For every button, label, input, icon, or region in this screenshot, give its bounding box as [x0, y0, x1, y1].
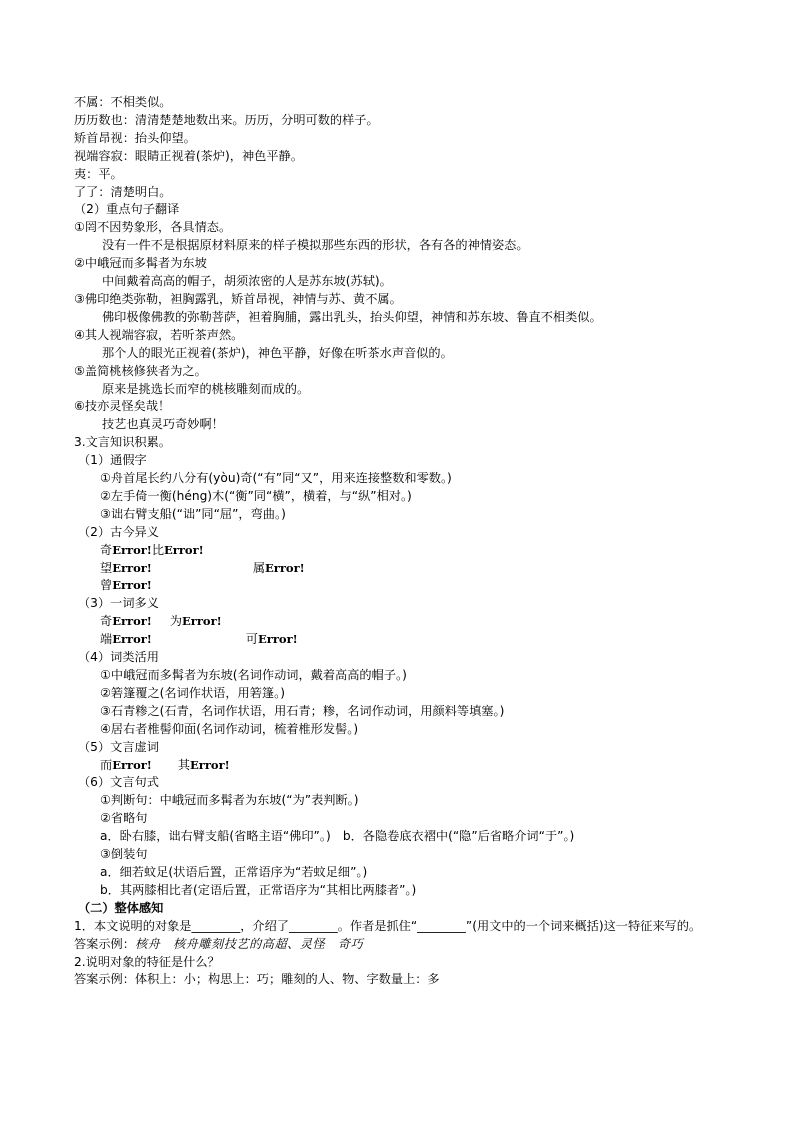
section-heading-sentences: （2）重点句子翻译: [74, 202, 180, 217]
section-heading-knowledge: 3.文言知识积累。: [74, 435, 171, 450]
jushi-item: a．细若蚊足(状语后置，正常语序为“若蚊足细”。): [100, 864, 368, 879]
xuci-row: [74, 757, 734, 775]
gujin-row: [74, 577, 734, 595]
gujin-word: 望: [100, 560, 113, 575]
gujin-row: [74, 560, 734, 578]
sentence-translation: 中间戴着高高的帽子，胡须浓密的人是苏东坡(苏轼)。: [102, 274, 392, 289]
tongjia-item: ③诎右臂支船(“诎”同“屈”，弯曲。): [100, 506, 286, 521]
error-field: Error!: [190, 757, 230, 772]
duoyi-row: [74, 631, 734, 649]
subheading-xuci: （5）文言虚词: [78, 739, 159, 754]
question-2: 2.说明对象的特征是什么？: [74, 954, 220, 969]
jushi-item: b．其两膝相比者(定语后置，正常语序为“其相比两膝者”。): [100, 882, 417, 897]
gujin-word: 属: [252, 560, 266, 575]
gujin-word: 比: [151, 542, 165, 557]
vocab-item: 历历数也：清清楚楚地数出来。历历，分明可数的样子。: [74, 112, 379, 127]
tongjia-item: ①舟首尾长约八分有(yòu)奇(“有”同“又”，用来连接整数和零数。): [100, 471, 452, 486]
gujin-word: 曾: [100, 578, 113, 593]
vocab-item: 夷：平。: [74, 166, 123, 181]
sentence-translation: 技艺也真灵巧奇妙啊！: [102, 417, 224, 432]
duoyi-word: 奇: [100, 614, 113, 629]
error-field: Error!: [258, 632, 298, 647]
sentence-source: ④其人视端容寂，若听茶声然。: [74, 327, 244, 342]
duoyi-word: 端: [100, 632, 113, 647]
answer-1: [74, 936, 734, 954]
jushi-item: a．卧右膝，诎右臂支船(省略主语“佛印”。) b．各隐卷底衣褶中(“隐”后省略介词“于”。): [100, 829, 575, 844]
sentence-source: ②中峨冠而多髯者为东坡: [74, 256, 207, 271]
sentence-source: ⑤盖简桃核修狭者为之。: [74, 363, 207, 378]
question-1: 1．本文说明的对象是________，介绍了________。作者是抓住“________”(用文中的一个词来概括)这一特征来写的。: [74, 918, 702, 933]
error-field: Error!: [112, 757, 152, 772]
subheading-huoyong: （4）词类活用: [78, 650, 159, 665]
sentence-source: ①罔不因势象形，各具情态。: [74, 220, 232, 235]
error-field: Error!: [112, 632, 152, 647]
gujin-row: [74, 542, 734, 560]
duoyi-word: 为: [169, 614, 183, 629]
jushi-item: ①判断句：中峨冠而多髯者为东坡(“为”表判断。): [100, 793, 359, 808]
subheading-duoyi: （3）一词多义: [78, 596, 159, 611]
error-field: Error!: [112, 560, 152, 575]
sentence-source: ⑥技亦灵怪矣哉！: [74, 399, 171, 414]
error-field: Error!: [182, 614, 222, 629]
tongjia-item: ②左手倚一衡(héng)木(“衡”同“横”，横着，与“纵”相对。): [100, 488, 412, 503]
duoyi-word: 可: [245, 632, 259, 647]
subheading-tongjia: （1）通假字: [78, 453, 147, 468]
part-heading-overview: （二）整体感知: [78, 900, 164, 915]
subheading-jushi: （6）文言句式: [78, 775, 159, 790]
huoyong-item: ②箬篷覆之(名词作状语，用箬篷。): [100, 685, 285, 700]
sentence-source: ③佛印绝类弥勒，袒胸露乳，矫首昂视，神情与苏、黄不属。: [74, 291, 402, 306]
sentence-translation: 没有一件不是根据原材料原来的样子模拟那些东西的形状，各有各的神情姿态。: [102, 238, 529, 253]
xuci-word: 而: [100, 757, 113, 772]
huoyong-item: ④居右者椎髻仰面(名词作动词，梳着椎形发髻。): [100, 721, 359, 736]
subheading-gujin: （2）古今异义: [78, 524, 159, 539]
error-field: Error!: [112, 614, 152, 629]
gujin-word: 奇: [100, 542, 113, 557]
sentence-translation: 那个人的眼光正视着(茶炉)，神色平静，好像在听茶水声音似的。: [102, 345, 453, 360]
vocab-item: 矫首昂视：抬头仰望。: [74, 130, 196, 145]
sentence-translation: 原来是挑选长而窄的桃核雕刻而成的。: [102, 381, 310, 396]
sentence-list: [74, 219, 734, 434]
xuci-word: 其: [177, 757, 191, 772]
answer-label: 答案示例：: [74, 936, 135, 951]
vocab-item: 了了：清楚明白。: [74, 184, 172, 199]
huoyong-item: ③石青糁之(石青，名词作状语，用石青；糁，名词作动词，用颜料等填塞。): [100, 703, 505, 718]
error-field: Error!: [112, 542, 152, 557]
huoyong-item: ①中峨冠而多髯者为东坡(名词作动词，戴着高高的帽子。): [100, 668, 407, 682]
error-field: Error!: [164, 542, 204, 557]
document-page: [74, 94, 734, 989]
answer-2: 答案示例：体积上：小；构思上：巧；雕刻的人、物、字数量上：多: [74, 972, 440, 987]
answer-text: 核舟 核舟雕刻技艺的高超、灵怪 奇巧: [134, 936, 364, 951]
error-field: Error!: [112, 578, 152, 593]
jushi-item: ②省略句: [100, 811, 148, 826]
vocab-item: 视端容寂：眼睛正视着(茶炉)，神色平静。: [74, 148, 303, 163]
duoyi-row: [74, 613, 734, 631]
vocab-list: [74, 94, 734, 201]
vocab-item: 不属：不相类似。: [74, 95, 172, 109]
sentence-translation: 佛印极像佛教的弥勒菩萨，袒着胸脯，露出乳头，抬头仰望，神情和苏东坡、鲁直不相类似。: [102, 309, 602, 324]
error-field: Error!: [265, 560, 305, 575]
jushi-item: ③倒装句: [100, 847, 148, 862]
